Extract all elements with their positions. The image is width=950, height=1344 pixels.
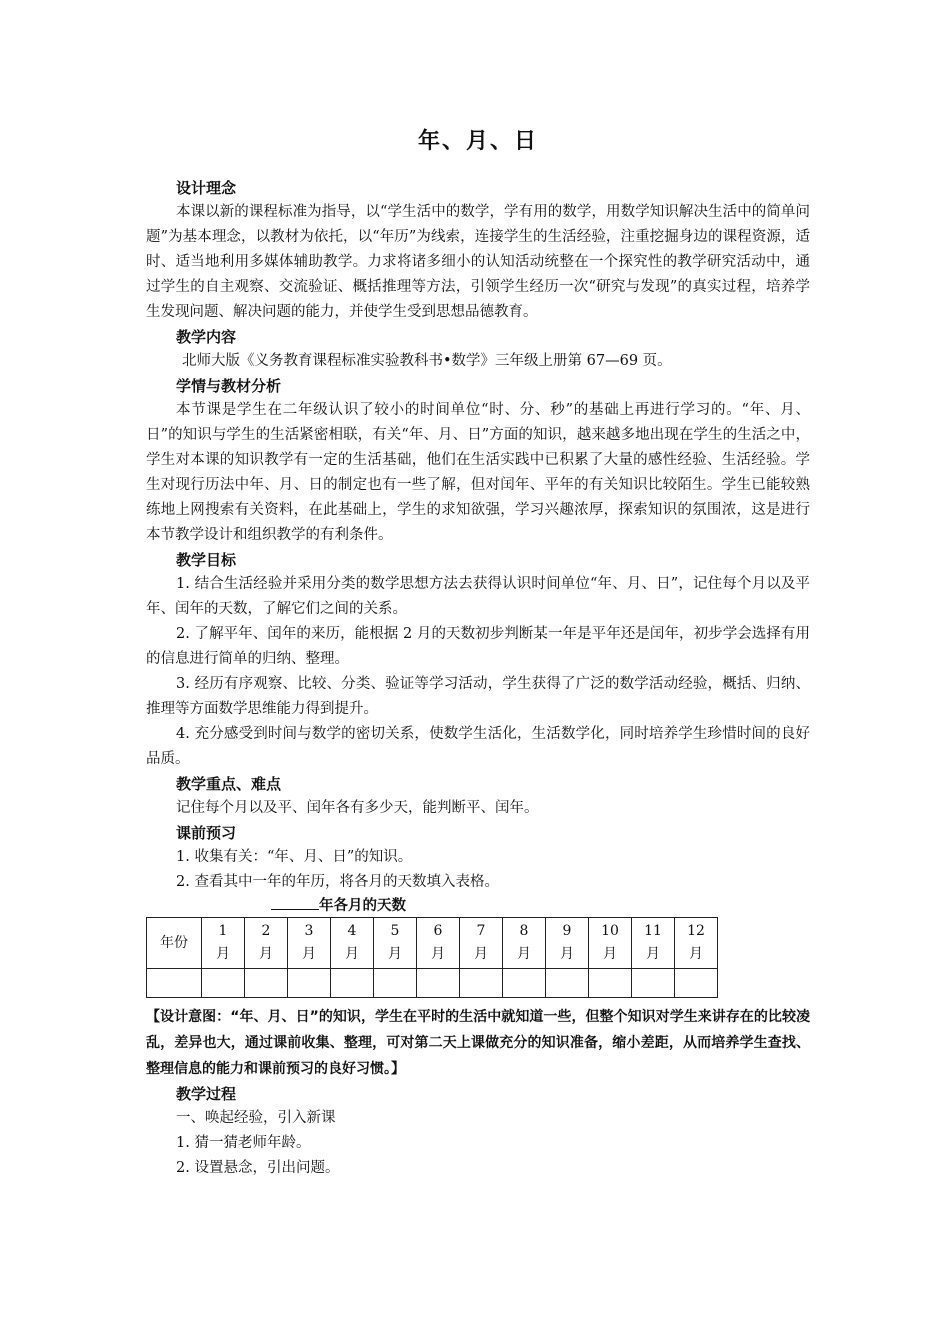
month-number: 10 xyxy=(601,923,619,939)
month-header-cell xyxy=(503,918,546,969)
month-header-cell xyxy=(417,918,460,969)
table-row xyxy=(147,969,718,998)
days-input-cell[interactable] xyxy=(417,969,460,998)
days-input-cell[interactable] xyxy=(503,969,546,998)
design-intent-note: 【设计意图：“年、月、日”的知识，学生在平时的生活中就知道一些，但整个知识对学生来讲存在的比较凌乱，差异也大，通过课前收集、整理，可对第二天上课做充分的知识准备，缩小差距，从而培养学生查找、整理信息的能力和课前预习的良好习惯。】 xyxy=(146,1009,810,1077)
heading-process: 教学过程 xyxy=(176,1085,237,1103)
month-number: 7 xyxy=(476,923,486,939)
paragraph-analysis: 本节课是学生在二年级认识了较小的时间单位“时、分、秒”的基础上再进行学习的。“年、月、日”的知识与学生的生活紧密相联，有关“年、月、日”方面的知识，越来越多地出现在学生的生活之中，学生对本课的知识教学有一定的生活基础，他们在生活实践中已积累了大量的感性经验、生活经验。学生对现行历法中年、月、日的制定也有一些了解，但对闰年、平年的有关知识比较陌生。学生已能较熟练地上网搜索有关资料，在此基础上，学生的求知欲强，学习兴趣浓厚，探索知识的氛围浓，这是进行本节教学设计和组织教学的有利条件。 xyxy=(146,402,810,543)
month-unit: 月 xyxy=(216,946,230,962)
month-unit: 月 xyxy=(302,946,316,962)
heading-content: 教学内容 xyxy=(176,328,237,346)
table-row xyxy=(147,918,718,969)
month-unit: 月 xyxy=(388,946,402,962)
month-header-cell xyxy=(245,918,288,969)
process-item: 一、唤起经验，引入新课 xyxy=(176,1110,336,1126)
days-input-cell[interactable] xyxy=(202,969,245,998)
month-unit: 月 xyxy=(474,946,488,962)
month-unit: 月 xyxy=(560,946,574,962)
month-header-cell xyxy=(202,918,245,969)
days-input-cell[interactable] xyxy=(546,969,589,998)
heading-key-points: 教学重点、难点 xyxy=(176,775,282,793)
month-header-cell xyxy=(632,918,675,969)
year-blank-line[interactable] xyxy=(271,895,319,910)
paragraph-key-points: 记住每个月以及平、闰年各有多少天，能判断平、闰年。 xyxy=(176,800,539,816)
preview-item: 2. 查看其中一年的年历，将各月的天数填入表格。 xyxy=(176,874,499,890)
days-input-cell[interactable] xyxy=(675,969,718,998)
days-input-cell[interactable] xyxy=(589,969,632,998)
days-input-cell[interactable] xyxy=(245,969,288,998)
month-header-cell xyxy=(546,918,589,969)
heading-preview: 课前预习 xyxy=(176,824,237,842)
days-input-cell[interactable] xyxy=(632,969,675,998)
month-unit: 月 xyxy=(259,946,273,962)
goal-item: 2. 了解平年、闰年的来历，能根据 2 月的天数初步判断某一年是平年还是闰年，初步学会选择有用的信息进行简单的归纳、整理。 xyxy=(146,626,810,667)
heading-analysis: 学情与教材分析 xyxy=(176,377,282,395)
heading-goals: 教学目标 xyxy=(176,551,237,569)
month-unit: 月 xyxy=(431,946,445,962)
month-number: 1 xyxy=(218,923,228,939)
paragraph-design-concept: 本课以新的课程标准为指导，以“学生活中的数学，学有用的数学，用数学知识解决生活中的简单问题”为基本理念，以教材为依托，以“年历”为线索，连接学生的生活经验，注重挖掘身边的课程资源，适时、适当地利用多媒体辅助教学。力求将诸多细小的认知活动统整在一个探究性的教学研究活动中，通过学生的自主观察、交流验证、概括推理等方法，引领学生经历一次“研究与发现”的真实过程，培养学生发现问题、解决问题的能力，并使学生受到思想品德教育。 xyxy=(146,204,810,320)
table-title-text: 年各月的天数 xyxy=(319,898,406,914)
month-number: 9 xyxy=(562,923,572,939)
month-days-table xyxy=(146,917,718,998)
month-number: 11 xyxy=(644,923,662,939)
year-input-cell[interactable] xyxy=(147,969,202,998)
month-number: 5 xyxy=(390,923,400,939)
days-input-cell[interactable] xyxy=(331,969,374,998)
process-item: 1. 猜一猜老师年龄。 xyxy=(176,1135,311,1151)
process-item: 2. 设置悬念，引出问题。 xyxy=(176,1160,340,1176)
document-title: 年、月、日 xyxy=(417,129,538,154)
month-unit: 月 xyxy=(517,946,531,962)
month-number: 8 xyxy=(519,923,529,939)
month-number: 2 xyxy=(261,923,271,939)
goal-item: 4. 充分感受到时间与数学的密切关系，使数学生活化，生活数学化，同时培养学生珍惜时间的良好品质。 xyxy=(146,726,810,767)
month-number: 4 xyxy=(347,923,357,939)
days-input-cell[interactable] xyxy=(288,969,331,998)
days-input-cell[interactable] xyxy=(460,969,503,998)
month-number: 3 xyxy=(304,923,314,939)
month-number: 6 xyxy=(433,923,443,939)
preview-item: 1. 收集有关：“年、月、日”的知识。 xyxy=(176,849,413,865)
month-header-cell xyxy=(589,918,632,969)
table-header-year: 年份 xyxy=(147,918,202,969)
month-unit: 月 xyxy=(689,946,703,962)
goal-item: 3. 经历有序观察、比较、分类、验证等学习活动，学生获得了广泛的数学活动经验，概括、归纳、推理等方面数学思维能力得到提升。 xyxy=(146,676,810,717)
month-header-cell xyxy=(374,918,417,969)
month-header-cell xyxy=(460,918,503,969)
table-title xyxy=(146,895,810,917)
days-input-cell[interactable] xyxy=(374,969,417,998)
month-header-cell xyxy=(331,918,374,969)
month-number: 12 xyxy=(687,923,705,939)
month-unit: 月 xyxy=(345,946,359,962)
month-unit: 月 xyxy=(603,946,617,962)
goal-item: 1. 结合生活经验并采用分类的数学思想方法去获得认识时间单位“年、月、日”，记住每个月以及平年、闰年的天数，了解它们之间的关系。 xyxy=(146,576,810,617)
month-header-cell xyxy=(675,918,718,969)
document-body xyxy=(146,176,810,1181)
heading-design-concept: 设计理念 xyxy=(176,179,237,197)
month-header-cell xyxy=(288,918,331,969)
month-unit: 月 xyxy=(646,946,660,962)
paragraph-content: 北师大版《义务教育课程标准实验教科书•数学》三年级上册第 67—69 页。 xyxy=(182,353,672,369)
